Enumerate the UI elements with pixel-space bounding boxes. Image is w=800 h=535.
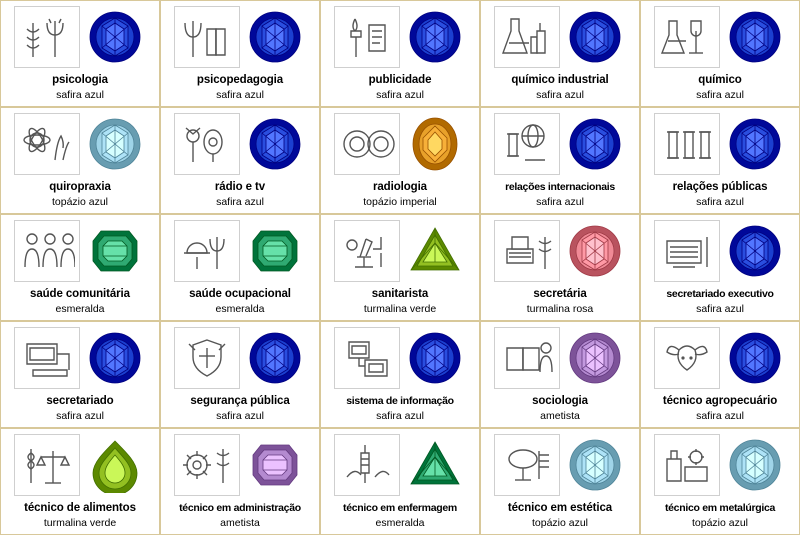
- gem-name: turmalina verde: [43, 517, 117, 529]
- profession-cell[interactable]: [480, 0, 640, 107]
- syringe-lamp-icon: [334, 434, 400, 496]
- profession-cell[interactable]: [480, 107, 640, 214]
- gemstone-icon: [564, 113, 626, 175]
- gemstone-icon: [84, 434, 146, 496]
- gem-name: topázio imperial: [363, 196, 437, 208]
- chip-computer-icon: [334, 327, 400, 389]
- profession-cell[interactable]: [0, 321, 160, 428]
- cell-images: [645, 325, 795, 391]
- gemstone-icon: [564, 327, 626, 389]
- gemstone-icon: [84, 327, 146, 389]
- cell-labels: [165, 180, 315, 209]
- gemstone-icon: [244, 6, 306, 68]
- gem-name: esmeralda: [55, 303, 105, 315]
- helmet-health-icon: [174, 220, 240, 282]
- cell-labels: [325, 394, 475, 423]
- course-name: publicidade: [368, 74, 432, 86]
- computer-icon: [14, 327, 80, 389]
- profession-cell[interactable]: [160, 428, 320, 535]
- cell-images: [645, 432, 795, 498]
- cell-images: [5, 4, 155, 70]
- profession-cell[interactable]: [160, 0, 320, 107]
- cell-images: [165, 218, 315, 284]
- gemstone-icon: [724, 220, 786, 282]
- cell-images: [165, 325, 315, 391]
- mirror-comb-icon: [494, 434, 560, 496]
- cell-images: [485, 111, 635, 177]
- profession-cell[interactable]: [0, 0, 160, 107]
- course-name: segurança pública: [190, 395, 290, 407]
- gem-name: safira azul: [536, 196, 584, 208]
- cell-images: [325, 218, 475, 284]
- microscope-tap-icon: [334, 220, 400, 282]
- course-name: técnico em administração: [179, 502, 301, 514]
- gemstone-icon: [404, 434, 466, 496]
- course-name: rádio e tv: [214, 181, 266, 193]
- cell-images: [5, 111, 155, 177]
- profession-cell[interactable]: [640, 428, 800, 535]
- gemstone-icon: [404, 220, 466, 282]
- typewriter-keys-icon: [654, 220, 720, 282]
- cell-labels: [645, 180, 795, 209]
- gem-name: safira azul: [216, 410, 264, 422]
- book-people-icon: [494, 327, 560, 389]
- course-name: relações públicas: [672, 181, 768, 193]
- cell-labels: [485, 394, 635, 423]
- cell-images: [165, 432, 315, 498]
- course-name: técnico em estética: [507, 502, 613, 514]
- profession-cell[interactable]: [160, 214, 320, 321]
- cell-labels: [485, 73, 635, 102]
- gem-name: topázio azul: [531, 517, 589, 529]
- gemstone-icon: [244, 434, 306, 496]
- gemstone-icon: [724, 113, 786, 175]
- flask-retort-icon: [654, 6, 720, 68]
- profession-cell[interactable]: [0, 107, 160, 214]
- cell-images: [325, 432, 475, 498]
- profession-cell[interactable]: [320, 321, 480, 428]
- cell-labels: [485, 287, 635, 316]
- course-name: sociologia: [532, 395, 588, 407]
- course-name: técnico de alimentos: [24, 502, 136, 514]
- gemstone-icon: [244, 220, 306, 282]
- gem-name: ametista: [220, 517, 260, 529]
- cell-labels: [645, 394, 795, 423]
- profession-cell[interactable]: [640, 107, 800, 214]
- gem-name: turmalina verde: [363, 303, 437, 315]
- cell-images: [645, 4, 795, 70]
- cell-labels: [485, 180, 635, 209]
- gemstone-icon: [84, 220, 146, 282]
- gem-name: safira azul: [216, 196, 264, 208]
- cell-images: [325, 4, 475, 70]
- shield-sword-icon: [174, 327, 240, 389]
- cell-images: [165, 4, 315, 70]
- profession-cell[interactable]: [0, 214, 160, 321]
- profession-cell[interactable]: [320, 0, 480, 107]
- gem-name: safira azul: [376, 410, 424, 422]
- profession-cell[interactable]: [160, 321, 320, 428]
- cell-images: [645, 218, 795, 284]
- gem-name: safira azul: [696, 303, 744, 315]
- cell-images: [5, 432, 155, 498]
- gem-name: safira azul: [696, 196, 744, 208]
- course-name: químico industrial: [511, 74, 609, 86]
- gem-name: esmeralda: [375, 517, 425, 529]
- gem-name: safira azul: [536, 89, 584, 101]
- cell-images: [5, 325, 155, 391]
- torch-scroll-icon: [334, 6, 400, 68]
- gemstone-icon: [724, 434, 786, 496]
- cell-labels: [165, 287, 315, 316]
- profession-cell[interactable]: [0, 428, 160, 535]
- gemstone-icon: [84, 113, 146, 175]
- course-name: saúde comunitária: [30, 288, 130, 300]
- gemstone-icon: [724, 327, 786, 389]
- profession-cell[interactable]: [320, 107, 480, 214]
- profession-cell[interactable]: [640, 0, 800, 107]
- columns-icon: [654, 113, 720, 175]
- cell-labels: [5, 287, 155, 316]
- cell-labels: [165, 73, 315, 102]
- cell-images: [485, 4, 635, 70]
- cell-images: [165, 111, 315, 177]
- course-name: radiologia: [373, 181, 427, 193]
- gemstone-icon: [564, 434, 626, 496]
- gemstone-icon: [724, 6, 786, 68]
- gemstone-icon: [244, 113, 306, 175]
- gemstone-icon: [404, 6, 466, 68]
- cell-labels: [325, 73, 475, 102]
- profession-cell[interactable]: [320, 214, 480, 321]
- gem-name: safira azul: [56, 410, 104, 422]
- xray-discs-icon: [334, 113, 400, 175]
- profession-cell[interactable]: [480, 214, 640, 321]
- gemstone-icon: [84, 6, 146, 68]
- cell-images: [5, 218, 155, 284]
- cell-labels: [325, 180, 475, 209]
- cell-images: [485, 325, 635, 391]
- atom-hands-icon: [14, 113, 80, 175]
- gemstone-icon: [564, 220, 626, 282]
- cell-images: [485, 432, 635, 498]
- gem-name: safira azul: [376, 89, 424, 101]
- cell-labels: [645, 287, 795, 316]
- gemstone-icon: [404, 327, 466, 389]
- gem-name: safira azul: [696, 89, 744, 101]
- course-name: secretariado: [46, 395, 114, 407]
- gem-name: ametista: [540, 410, 580, 422]
- course-name: sistema de informação: [346, 395, 454, 407]
- gem-name: esmeralda: [215, 303, 265, 315]
- people-health-icon: [14, 220, 80, 282]
- gemstone-icon: [404, 113, 466, 175]
- course-name: saúde ocupacional: [189, 288, 291, 300]
- profession-cell[interactable]: [640, 321, 800, 428]
- gemstone-icon: [564, 6, 626, 68]
- cell-labels: [5, 394, 155, 423]
- gear-caduceus-icon: [174, 434, 240, 496]
- globe-columns-icon: [494, 113, 560, 175]
- cell-labels: [165, 394, 315, 423]
- course-name: secretariado executivo: [666, 288, 774, 300]
- gem-name: safira azul: [56, 89, 104, 101]
- course-name: técnico em metalúrgica: [664, 502, 776, 514]
- gem-name: topázio azul: [51, 196, 109, 208]
- gem-name: topázio azul: [691, 517, 749, 529]
- course-name: sanitarista: [371, 288, 429, 300]
- bull-head-icon: [654, 327, 720, 389]
- gem-name: turmalina rosa: [526, 303, 594, 315]
- course-name: técnico agropecuário: [662, 395, 778, 407]
- cell-images: [645, 111, 795, 177]
- antenna-camera-icon: [174, 113, 240, 175]
- caduceus-psi-icon: [14, 6, 80, 68]
- course-name: relações internacionais: [505, 181, 615, 193]
- course-name: químico: [698, 74, 742, 86]
- cell-labels: [645, 73, 795, 102]
- wheat-scale-icon: [14, 434, 80, 496]
- gem-name: safira azul: [216, 89, 264, 101]
- cell-labels: [325, 287, 475, 316]
- typewriter-caduceus-icon: [494, 220, 560, 282]
- cell-labels: [5, 73, 155, 102]
- course-name: secretária: [533, 288, 587, 300]
- course-name: psicologia: [52, 74, 108, 86]
- cell-images: [325, 111, 475, 177]
- gemstone-icon: [244, 327, 306, 389]
- furnace-gear-icon: [654, 434, 720, 496]
- cell-images: [485, 218, 635, 284]
- profession-cell[interactable]: [640, 214, 800, 321]
- profession-cell[interactable]: [160, 107, 320, 214]
- cell-labels: [5, 180, 155, 209]
- profession-cell[interactable]: [320, 428, 480, 535]
- profession-cell[interactable]: [480, 428, 640, 535]
- cell-images: [325, 325, 475, 391]
- course-name: quiropraxia: [49, 181, 111, 193]
- psi-book-icon: [174, 6, 240, 68]
- gem-name: safira azul: [696, 410, 744, 422]
- profession-cell[interactable]: [480, 321, 640, 428]
- flask-factory-icon: [494, 6, 560, 68]
- course-name: psicopedagogia: [196, 74, 284, 86]
- course-name: técnico em enfermagem: [343, 502, 457, 514]
